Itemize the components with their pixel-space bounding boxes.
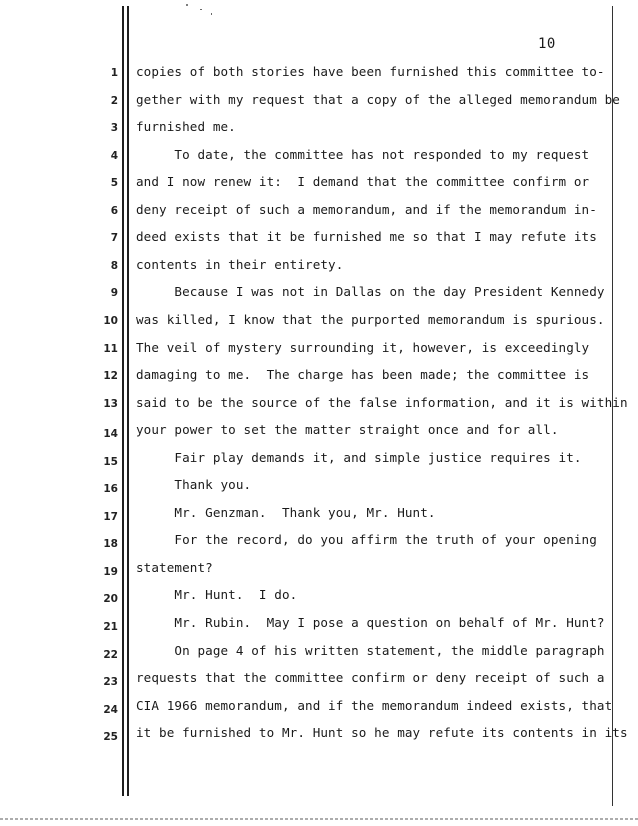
line-number: 20: [103, 593, 118, 606]
transcript-line: Mr. Hunt. I do.: [136, 587, 298, 603]
transcript-line: CIA 1966 memorandum, and if the memorandum indeed exists, that: [136, 697, 613, 713]
transcript-line: deny receipt of such a memorandum, and if the memorandum in-: [136, 201, 597, 217]
scan-speck: [200, 9, 202, 10]
transcript-line: was killed, I know that the purported memorandum is spurious.: [136, 311, 605, 327]
transcript-line: deed exists that it be furnished me so that I may refute its: [136, 229, 597, 245]
transcript-line: Because I was not in Dallas on the day President Kennedy: [136, 284, 605, 300]
line-number: 3: [110, 122, 118, 135]
line-number: 13: [103, 397, 118, 410]
left-margin-rule-inner: [127, 6, 129, 796]
line-number: 21: [103, 621, 118, 633]
line-number: 22: [103, 648, 118, 661]
transcript-line: said to be the source of the false information, and it is within: [136, 394, 628, 410]
transcript-line: damaging to me. The charge has been made; the committee is: [136, 367, 590, 383]
transcript-line: The veil of mystery surrounding it, however, is exceedingly: [136, 339, 590, 355]
line-number: 9: [110, 287, 118, 300]
line-number: 4: [110, 149, 118, 162]
line-number: 8: [110, 259, 118, 272]
line-number: 5: [110, 177, 118, 190]
line-number: 18: [103, 538, 118, 551]
transcript-line: statement?: [136, 559, 213, 575]
line-number: 6: [110, 204, 118, 217]
line-number: 23: [103, 676, 118, 689]
transcript-line: On page 4 of his written statement, the middle paragraph: [136, 642, 605, 658]
line-number: 12: [103, 370, 118, 383]
transcript-line: For the record, do you affirm the truth of your opening: [136, 532, 597, 548]
transcript-line: your power to set the matter straight once and for all.: [136, 422, 559, 438]
line-number: 24: [103, 703, 118, 716]
left-margin-rule: [122, 6, 124, 796]
transcript-line: furnished me.: [136, 119, 236, 135]
line-number: 1: [110, 67, 118, 79]
transcript-line: and I now renew it: I demand that the committee confirm or: [136, 174, 590, 190]
line-number: 16: [103, 483, 118, 496]
line-number: 25: [103, 731, 118, 744]
transcript-line: Thank you.: [136, 477, 252, 493]
transcript-line: contents in their entirety.: [136, 256, 344, 272]
line-number: 2: [110, 94, 118, 107]
page-number: 10: [538, 36, 556, 52]
transcript-line: requests that the committee confirm or deny receipt of such a: [136, 670, 605, 686]
transcript-line: Mr. Rubin. May I pose a question on behalf of Mr. Hunt?: [136, 615, 605, 630]
transcript-line: copies of both stories have been furnished this committee to-: [136, 64, 605, 79]
line-number: 19: [103, 565, 118, 578]
scan-speck: [186, 4, 188, 6]
transcript-line: Fair play demands it, and simple justice requires it.: [136, 449, 582, 465]
transcript-line: gether with my request that a copy of the alleged memorandum be: [136, 91, 620, 107]
line-number: 11: [103, 342, 118, 355]
line-number: 7: [110, 232, 118, 245]
line-number: 17: [103, 510, 118, 523]
line-number: 10: [103, 314, 118, 327]
line-number: 15: [103, 455, 118, 468]
scan-bottom-edge: [0, 818, 638, 820]
transcript-line: To date, the committee has not responded to my request: [136, 146, 590, 162]
scan-speck: [211, 13, 212, 15]
line-number: 14: [103, 428, 118, 441]
transcript-line: Mr. Genzman. Thank you, Mr. Hunt.: [136, 504, 436, 520]
transcript-line: it be furnished to Mr. Hunt so he may refute its contents in its: [136, 725, 628, 741]
